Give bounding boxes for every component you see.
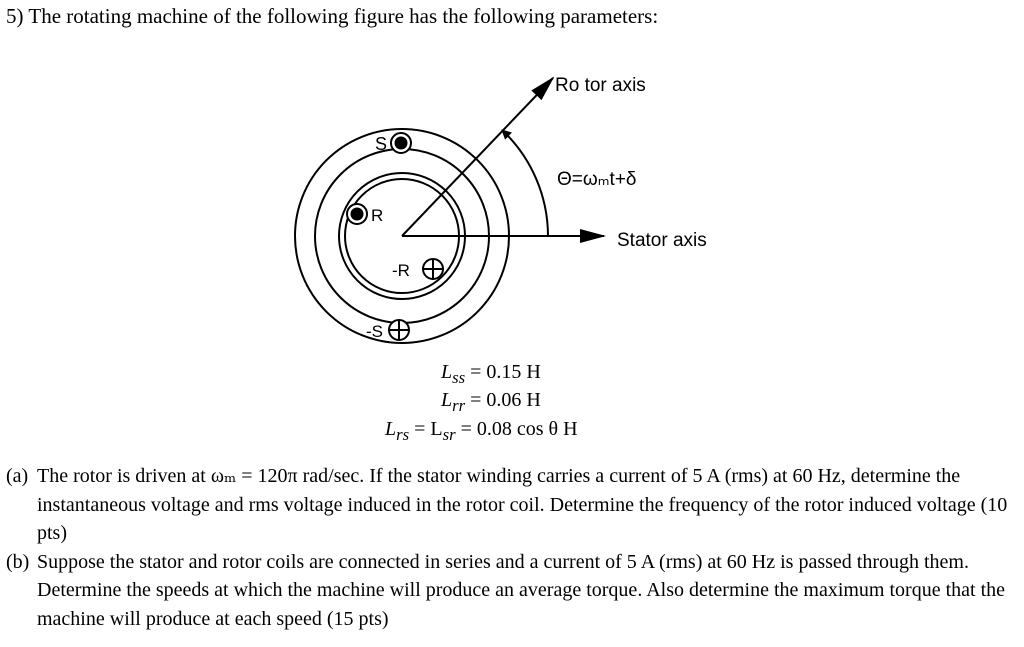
question-a bbox=[6, 462, 1018, 548]
lss-symbol: L bbox=[441, 361, 453, 383]
question-b-label: (b) bbox=[6, 550, 30, 573]
param-lrs bbox=[385, 418, 578, 445]
question-a-text: The rotor is driven at ωₘ = 120π rad/sec. If the stator winding carries a current of 5 A (rms) at 60 Hz, determine the instantaneous voltage and rms voltage induced in the rotor coil. Determine the frequency of the rotor induced voltage (10 pts) bbox=[37, 465, 1008, 544]
rotor-axis-label: Ro tor axis bbox=[555, 75, 646, 96]
param-lss bbox=[441, 361, 541, 388]
angle-arc bbox=[502, 130, 548, 236]
question-a-label: (a) bbox=[6, 465, 29, 487]
coil-s-label: S bbox=[375, 134, 388, 154]
stator-axis-label: Stator axis bbox=[617, 230, 707, 251]
question-b bbox=[6, 548, 1018, 634]
lrr-value: = 0.06 H bbox=[470, 389, 541, 411]
lrs-subscript: rs bbox=[396, 425, 410, 444]
lrs-value: = 0.08 cos θ H bbox=[460, 418, 578, 440]
coil-r-dot-center bbox=[351, 208, 364, 221]
rotor-axis-arrow bbox=[402, 78, 553, 236]
angle-label: Θ=ωₘt+δ bbox=[557, 169, 637, 190]
coil-r-label: R bbox=[371, 206, 384, 225]
param-lrr bbox=[441, 389, 541, 416]
question-b-text: Suppose the stator and rotor coils are connected in series and a current of 5 A (rms) at 60 Hz is passed through them. Determine the speeds at which the machine will produce an average torque. Also determine the maximum torque that the machine will produce at each speed (15 pts) bbox=[37, 550, 1006, 630]
coil-neg-s-label: -S bbox=[366, 322, 383, 341]
lss-value: = 0.15 H bbox=[470, 361, 541, 383]
coil-s-dot-center bbox=[395, 137, 408, 150]
lsr-symbol: = L bbox=[414, 418, 443, 440]
lrr-symbol: L bbox=[441, 389, 453, 411]
problem-heading: 5) The rotating machine of the following figure has the following parameters: bbox=[6, 4, 659, 28]
lrs-symbol: L bbox=[385, 418, 397, 440]
question-list bbox=[6, 462, 1018, 633]
lss-subscript: ss bbox=[452, 368, 466, 387]
lsr-subscript: sr bbox=[442, 425, 456, 444]
lrr-subscript: rr bbox=[452, 396, 466, 415]
coil-neg-r-label: -R bbox=[392, 261, 410, 280]
